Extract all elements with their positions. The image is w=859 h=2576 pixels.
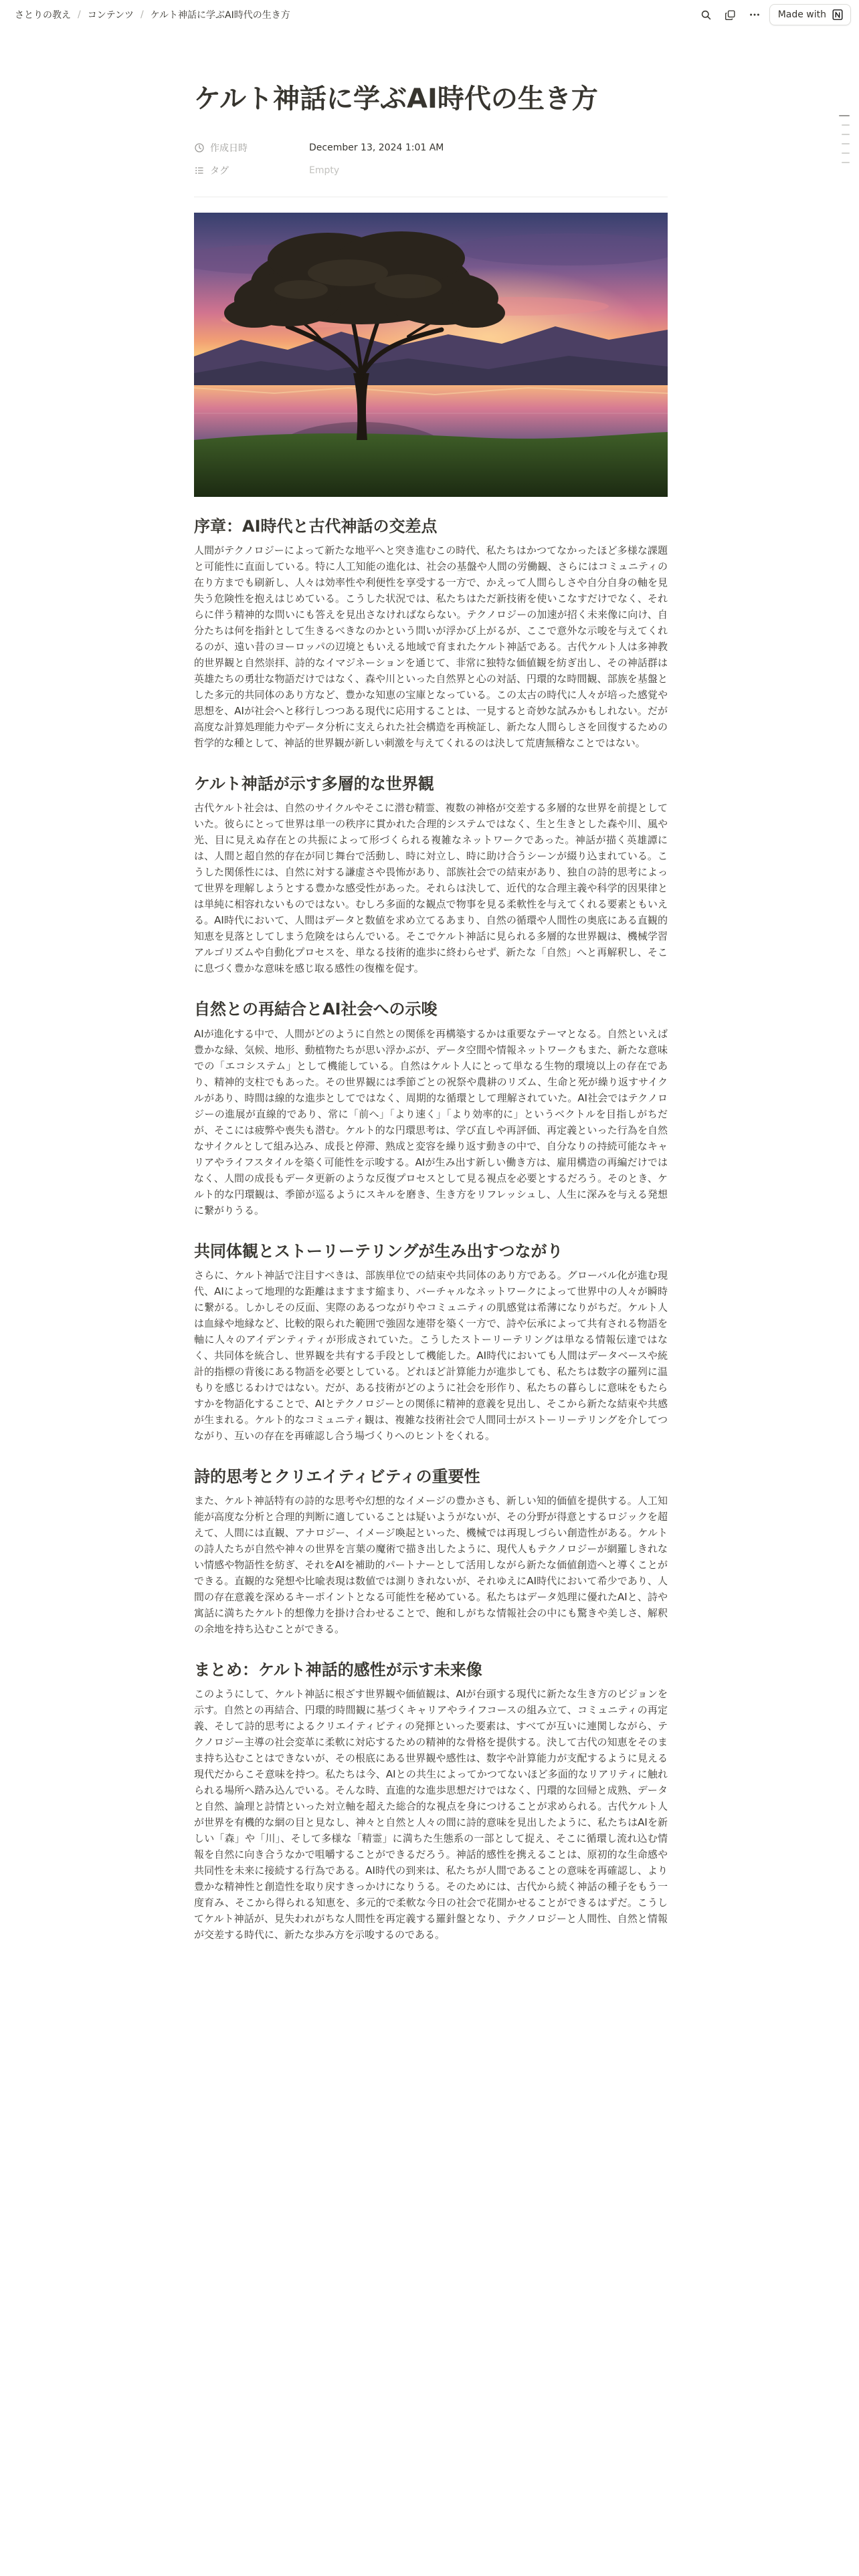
breadcrumb-separator: / [78, 9, 81, 20]
property-label [194, 141, 308, 154]
property-label [194, 164, 308, 177]
section-prologue [194, 516, 668, 751]
breadcrumb [12, 7, 293, 23]
top-bar [0, 0, 859, 29]
section-conclusion [194, 1660, 668, 1943]
more-options-button[interactable] [745, 5, 764, 24]
property-tags[interactable] [194, 159, 668, 182]
section-heading[interactable]: まとめ：ケルト神話的感性が示す未来像 [194, 1660, 482, 1679]
breadcrumb-item-contents[interactable]: コンテンツ [87, 10, 134, 21]
duplicate-button[interactable] [721, 5, 740, 24]
table-of-contents-outline [839, 115, 850, 163]
outline-item[interactable] [842, 152, 850, 154]
outline-item[interactable] [842, 162, 850, 163]
page-content [194, 516, 668, 1965]
section-paragraph[interactable]: 古代ケルト社会は、自然のサイクルやそこに潜む精霊、複数の神格が交差する多層的な世界を前提としていた。彼らにとって世界は単一の秩序に貫かれた合理的システムではなく、生と生きとした森や川、風や光、目に見えぬ存在との共振によって形づくられる複雑なネットワークであった。神話が描く英雄譚には、人間と超自然的存在が同じ舞台で活動し、時に対立し、時に助け合うシーンが綴り込まれている。こうした関係性には、自然に対する謙虚さや畏怖があり、部族社会での結束があり、独自の詩的思考によって世界を理解しようとする豊かな感受性があった。それらは決して、近代的な合理主義や科学的因果律とは単純に相容れないものではない。むしろ多面的な観点で物事を見る柔軟性を与えてくれる要素ともいえる。AI時代において、人間はデータと数値を求め立てるあまり、自然の循環や人間性の奥底にある直観的知恵を見落としてしまう危険をはらんでいる。そこでケルト神話に見られる多層的な世界観は、機械学習アルゴリズムや自動化プロセスを、単なる技術的進歩に終わらせず、新たな「自然」へと再解釈し、そこに息づく豊かな意味を感じ取る感性の復権を促す。 [194, 802, 668, 975]
section-paragraph[interactable]: このようにして、ケルト神話に根ざす世界観や価値観は、AIが台頭する現代に新たな生き方のビジョンを示す。自然との再結合、円環的時間観に基づくキャリアやライフコースの組み立て、コミュニティの再定義、そして詩的思考によるクリエイティビティの発揮といった要素は、すべてが互いに連関しながら、テクノロジー主導の社会変革に柔軟に対応するための精神的な骨格を提供する。決して古代の知恵をそのまま持ち込むことはできないが、その根底にある世界観や感性は、数字や計算能力が支配するように見える現代だからこそ意味を持つ。私たちは今、AIとの共生によってかつてないほど多面的なリアリティに触れられる場所へ踏み込んでいる。そんな時、直進的な進歩思想だけではなく、円環的な回帰と成熟、データと自然、論理と詩情といった対立軸を超えた総合的な視点を身につけることが求められる。古代ケルト人が世界を有機的な網の目と見なし、神々と自然と人々の間に詩的意味を見出したように、私たちはAIを新しい「森」や「川」、そして多様な「精霊」に満ちた生態系の一部として捉え、そこに循環し流れ込む情報を自然に向き合うなかで咀嚼することができるだろう。神話的感性を携えることは、原初的な生命感や共同性を未来に接続する行為である。AI時代の到来は、私たちが人間であることの意味を再確認し、より豊かな精神性と創造性を取り戻すきっかけになりうる。そのためには、古代から続く神話の種子をもう一度育み、そこから得られる知恵を、多元的で柔軟な今日の社会で花開かせることができるはずだ。こうしてケルト神話が、見失われがちな人間性を再定義する羅針盤となり、テクノロジーと人間性、自然と情報が交差する時代に、新たな歩み方を示唆するのである。 [194, 1688, 668, 1941]
section-heading[interactable]: 詩的思考とクリエイティビティの重要性 [194, 1467, 480, 1486]
breadcrumb-separator: / [140, 9, 144, 20]
made-with-notion-button[interactable] [769, 4, 851, 25]
clock-icon [194, 142, 205, 153]
topbar-actions [697, 4, 851, 25]
property-value: December 13, 2024 1:01 AM [309, 142, 444, 153]
section-nature [194, 999, 668, 1218]
outline-item[interactable] [839, 115, 850, 116]
page-title[interactable]: ケルト神話に学ぶAI時代の生き方 [194, 84, 598, 114]
property-label-text: 作成日時 [210, 143, 248, 154]
property-created-time[interactable] [194, 136, 668, 159]
more-icon [749, 9, 761, 21]
notion-logo-icon [832, 9, 844, 21]
list-icon [194, 165, 205, 176]
tree-landscape-illustration [194, 213, 668, 497]
property-value-empty: Empty [309, 165, 340, 176]
section-paragraph[interactable]: さらに、ケルト神話で注目すべきは、部族単位での結束や共同体のあり方である。グローバル化が進む現代、AIによって地理的な距離はますます縮まり、バーチャルなネットワークによって世界中の人々が瞬時に繋がる。しかしその反面、実際のあるつながりやコミュニティの肌感覚は希薄になりがちだ。ケルト人は血縁や地縁など、比較的限られた範囲で強固な連帯を築く一方で、詩や伝承によって共有される物語を軸に人々のアイデンティティが形成されていた。こうしたストーリーテリングは単なる情報伝達ではなく、共同体を統合し、世界観を共有する手段として機能した。AI時代においても人間はデータベースや統計的指標の背後にある物語を必要としている。どれほど計算能力が進歩しても、私たちは数字の羅列に温もりを感じるわけではない。だが、ある技術がどのように社会を形作り、私たちの暮らしに意味をもたらすかを物語化することで、AIとテクノロジーとの関係に精神的意義を見出し、そこから新たな結束や共感が生まれる。ケルト的なコミュニティ観は、複雑な技術社会で人間同士がストーリーテリングを介してつながり、互いの存在を再確認し合う場づくりへのヒントをくれる。 [194, 1269, 668, 1442]
section-paragraph[interactable]: また、ケルト神話特有の詩的な思考や幻想的なイメージの豊かさも、新しい知的価値を提供する。人工知能が高度な分析と合理的判断に適していることは疑いようがないが、その分野が得意とするロジックを超えて、人間には直観、アナロジー、イメージ喚起といった、機械では再現しづらい創造性がある。ケルトの詩人たちが自然や神々の世界を言葉の魔術で描き出したように、現代人もテクノロジーが網羅しきれない情感や物語性を紡ぎ、それをAIを補助的パートナーとして活用しながら新たな価値創造へと導くことができる。直観的な発想や比喩表現は数値では測りきれないが、それゆえにAI時代において希少であり、人間の存在意義を深めるキーポイントとなる可能性を秘めている。私たちはデータ処理に優れたAIと、詩や寓話に満ちたケルト的想像力を掛け合わせることで、飽和しがちな情報社会の中にも驚きや美しさ、解釈の余地を持ち込むことができる。 [194, 1494, 668, 1635]
outline-item[interactable] [842, 124, 850, 126]
section-creativity [194, 1467, 668, 1637]
section-worldview [194, 774, 668, 976]
section-heading[interactable]: 序章：AI時代と古代神話の交差点 [194, 517, 438, 536]
property-label-text: タグ [210, 166, 229, 177]
search-icon [700, 9, 712, 21]
section-paragraph[interactable]: AIが進化する中で、人間がどのように自然との関係を再構築するかは重要なテーマとなる。自然といえば豊かな緑、気候、地形、動植物たちが思い浮かぶが、データ空間や情報ネットワークもまた、新たな意味での「エコシステム」として機能している。自然はケルト人にとって単なる生物的環境以上の存在であり、精神的支柱でもあった。その世界観には季節ごとの祝祭や農耕のリズム、生命と死が繰り返すサイクルがあり、時間は線的な進歩としてではなく、周期的な循環として理解されていた。AI社会ではテクノロジーの進展が直線的であり、常に「前へ」「より速く」「より効率的に」というベクトルを目指しがちだが、そこには疲弊や喪失も潜む。ケルト的な円環思考は、学び直しや再評価、再定義といった行為を自然なサイクルとして組み込み、成長と停滞、熟成と変容を繰り返す動きの中で、自分なりの持続可能なキャリアやライフスタイルを築く可能性を示唆する。AIが生み出す新しい働き方は、雇用構造の再編だけではなく、人間の成長もデータ更新のような反復プロセスとして見る視点を必要とするだろう。そのとき、ケルト的な円環観は、季節が巡るようにスキルを磨き、生き方をリフレッシュし、人生に深みを与える発想に繋がりうる。 [194, 1027, 668, 1216]
section-heading[interactable]: 共同体観とストーリーテリングが生み出すつながり [194, 1241, 563, 1261]
search-button[interactable] [697, 5, 716, 24]
section-paragraph[interactable]: 人間がテクノロジーによって新たな地平へと突き進むこの時代、私たちはかつてなかったほど多様な課題と可能性に直面している。特に人工知能の進化は、社会の基盤や人間の労働観、さらにはコミュニティの在り方までも刷新し、人々は効率性や利便性を享受する一方で、かえって人間らしさや自分自身の軸を見失う危険性を抱えはじめている。こうした状況では、私たちはただ新技術を使いこなすだけでなく、それらに伴う精神的な問いにも答えを見出さなければならない。テクノロジーの加速が招く未来像に向け、自分たちは何を指針として生きるべきなのかという問いが浮かび上がるが、ここで意外な示唆を与えてくれるのが、遠い昔のヨーロッパの辺境ともいえる地域で育まれたケルト神話である。古代ケルト人は多神教的世界観と自然崇拝、詩的なイマジネーションを通じて、非常に独特な価値観を紡ぎ出し、その神話群は英雄たちの勇壮な物語だけではなく、森や川といった自然界と心の対話、円環的な時間観、部族を基盤とした多元的共同体のあり方など、豊かな知恵の宝庫となっている。この太古の時代に人々が培った感覚や思想を、AIが社会へと移行しつつある現代に応用することは、一見すると奇妙な試みかもしれない。だが高度な計算処理能力やデータ分析に支えられた社会構造を再検証し、新たな人間らしさを回復するための哲学的な種として、神話的世界観が新しい刺激を与えてくれるのは決して荒唐無稽なことではない。 [194, 544, 668, 750]
made-with-label: Made with [777, 9, 826, 20]
breadcrumb-item-current[interactable]: ケルト神話に学ぶAI時代の生き方 [150, 10, 290, 21]
outline-item[interactable] [842, 134, 850, 135]
section-community [194, 1241, 668, 1444]
outline-item[interactable] [842, 143, 850, 144]
page-properties [194, 136, 668, 182]
section-heading[interactable]: ケルト神話が示す多層的な世界観 [194, 774, 434, 794]
section-heading[interactable]: 自然との再結合とAI社会への示唆 [194, 1000, 438, 1019]
duplicate-icon [725, 9, 736, 21]
breadcrumb-item-root[interactable]: さとりの教え [15, 10, 71, 21]
cover-image [194, 213, 668, 497]
